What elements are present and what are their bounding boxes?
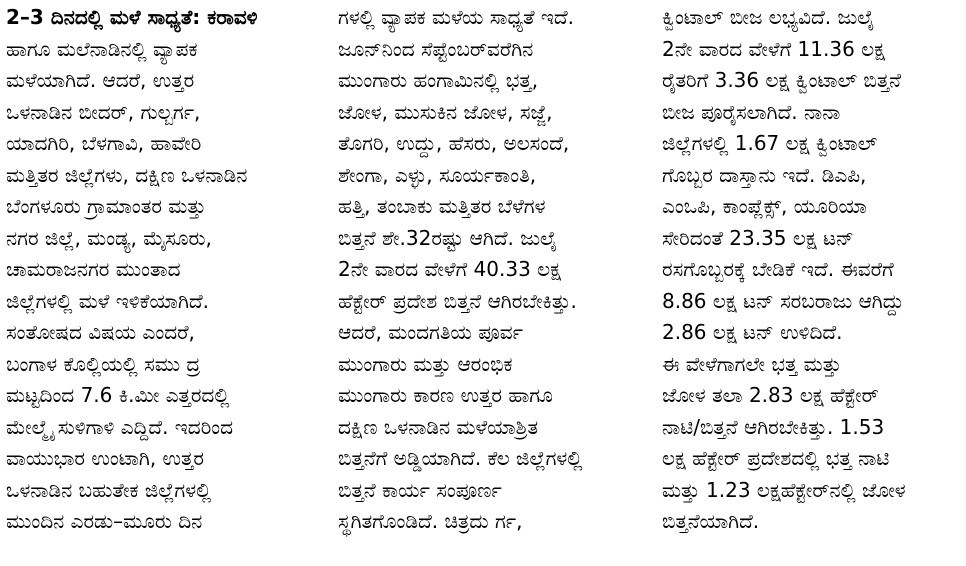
- column-2-line-14: ದಕ್ಷಿಣ ಒಳನಾಡಿನ ಮಳೆಯಾಶ್ರಿತ: [338, 414, 539, 439]
- column-3-line-8: ಸೇರಿದಂತೆ 23.35 ಲಕ್ಷ ಟನ್: [662, 225, 854, 250]
- column-3-line-5: ಜಿಲ್ಲೆಗಳಲ್ಲಿ 1.67 ಲಕ್ಷ ಕ್ವಿಂಟಾಲ್: [662, 131, 878, 155]
- column-1-line-11: ಸಂತೋಷದ ವಿಷಯ ಎಂದರೆ,: [6, 320, 195, 344]
- column-1-line-7: ಬೆಂಗಳೂರು ಗ್ರಾಮಾಂತರ ಮತ್ತು: [6, 194, 206, 218]
- article-column-1: [6, 2, 310, 538]
- article-column-2: [338, 2, 632, 538]
- column-3-line-6: ಗೊಬ್ಬರ ದಾಸ್ತಾನು ಇದೆ. ಡಿಎಪಿ,: [662, 162, 867, 187]
- column-3-line-1: ಕ್ವಿಂಟಾಲ್ ಬೀಜ ಲಭ್ಯವಿದೆ. ಜುಲೈ: [662, 5, 875, 29]
- column-3-line-11: 2.86 ಲಕ್ಷ ಟನ್ ಉಳಿದಿದೆ.: [662, 320, 843, 344]
- column-3-line-13: ಜೋಳ ತಲಾ 2.83 ಲಕ್ಷ ಹೆಕ್ಟೇರ್: [662, 383, 879, 407]
- column-3-line-9: ರಸಗೊಬ್ಬರಕ್ಕೆ ಬೇಡಿಕೆ ಇದೆ. ಈವರೆಗೆ: [662, 257, 894, 281]
- column-2-line-2: ಜೂನ್‌ನಿಂದ ಸೆಪ್ಟೆಂಬರ್‌ವರೆಗಿನ: [338, 36, 534, 61]
- column-1-line-17: ಮುಂದಿನ ಎರಡು–ಮೂರು ದಿನ: [6, 509, 203, 533]
- column-3-line-4: ಬೀಜ ಪೂರೈಸಲಾಗಿದೆ. ನಾನಾ: [662, 99, 841, 124]
- column-2-line-12: ಮುಂಗಾರು ಮತ್ತು ಆರಂಭಿಕ: [338, 351, 513, 376]
- column-3-line-2: 2ನೇ ವಾರದ ವೇಳೆಗೆ 11.36 ಲಕ್ಷ: [662, 36, 885, 61]
- column-3-line-3: ರೈತರಿಗೆ 3.36 ಲಕ್ಷ ಕ್ವಿಂಟಾಲ್ ಬಿತ್ತನೆ: [662, 68, 902, 92]
- column-3-line-12: ಈ ವೇಳೆಗಾಗಲೇ ಭತ್ತ ಮತ್ತು: [662, 351, 842, 376]
- column-2-line-7: ಹತ್ತಿ, ತಂಬಾಕು ಮತ್ತಿತರ ಬೆಳೆಗಳ: [338, 194, 546, 218]
- column-2-line-13: ಮುಂಗಾರು ಕಾರಣ ಉತ್ತರ ಹಾಗೂ: [338, 383, 553, 407]
- column-1-line-9: ಚಾಮರಾಜನಗರ ಮುಂತಾದ: [6, 257, 181, 281]
- column-3-line-16: ಮತ್ತು 1.23 ಲಕ್ಷಹೆಕ್ಟೇರ್‌ನಲ್ಲಿ ಜೋಳ: [662, 477, 906, 502]
- column-1-line-5: ಯಾದಗಿರಿ, ಬೆಳಗಾವಿ, ಹಾವೇರಿ: [6, 131, 202, 155]
- column-3-line-10: 8.86 ಲಕ್ಷ ಟನ್ ಸರಬರಾಜು ಆಗಿದ್ದು: [662, 288, 904, 313]
- column-1-line-16: ಒಳನಾಡಿನ ಬಹುತೇಕ ಜಿಲ್ಲೆಗಳಲ್ಲಿ: [6, 477, 212, 502]
- column-1-line-14: ಮೇಲ್ಮೈ ಸುಳಿಗಾಳಿ ಎದ್ದಿದೆ. ಇದರಿಂದ: [6, 414, 234, 439]
- column-1-line-2: ಹಾಗೂ ಮಲೆನಾಡಿನಲ್ಲಿ ವ್ಯಾಪಕ: [6, 36, 198, 61]
- column-1-line-6: ಮತ್ತಿತರ ಜಿಲ್ಲೆಗಳು, ದಕ್ಷಿಣ ಒಳನಾಡಿನ: [6, 162, 248, 187]
- column-2-line-6: ಶೇಂಗಾ, ಎಳ್ಳು, ಸೂರ್ಯಕಾಂತಿ,: [338, 162, 537, 187]
- column-3-line-14: ನಾಟಿ/ಬಿತ್ತನೆ ಆಗಿರಬೇಕಿತ್ತು. 1.53: [662, 414, 885, 439]
- column-2-line-5: ತೊಗರಿ, ಉದ್ದು, ಹೆಸರು, ಅಲಸಂದೆ,: [338, 131, 570, 155]
- column-2-line-3: ಮುಂಗಾರು ಹಂಗಾಮಿನಲ್ಲಿ ಭತ್ತ,: [338, 68, 539, 92]
- article-column-3: [662, 2, 960, 538]
- column-3-line-17: ಬಿತ್ತನೆಯಾಗಿದೆ.: [662, 509, 760, 533]
- column-1-line-10: ಜಿಲ್ಲೆಗಳಲ್ಲಿ ಮಳೆ ಇಳಿಕೆಯಾಗಿದೆ.: [6, 288, 209, 313]
- column-1-line-12: ಬಂಗಾಳ ಕೊಲ್ಲಿಯಲ್ಲಿ ಸಮು ದ್ರ: [6, 351, 201, 376]
- column-2-line-1: ಗಳಲ್ಲಿ ವ್ಯಾಪಕ ಮಳೆಯ ಸಾಧ್ಯತೆ ಇದೆ.: [338, 5, 575, 29]
- column-3-line-7: ಎಂಒಪಿ, ಕಾಂಪ್ಲೆಕ್ಸ್, ಯೂರಿಯಾ: [662, 194, 867, 218]
- column-3-line-15: ಲಕ್ಷ ಹೆಕ್ಟೇರ್ ಪ್ರದೇಶದಲ್ಲಿ ಭತ್ತ ನಾಟಿ: [662, 446, 890, 470]
- column-2-line-8: ಬಿತ್ತನೆ ಶೇ.32ರಷ್ಟು ಆಗಿದೆ. ಜುಲೈ: [338, 225, 558, 250]
- column-1-line-15: ವಾಯುಭಾರ ಉಂಟಾಗಿ, ಉತ್ತರ: [6, 446, 204, 470]
- column-1-line-8: ನಗರ ಜಿಲ್ಲೆ, ಮಂಡ್ಯ, ಮೈಸೂರು,: [6, 225, 212, 250]
- column-1-line-13: ಮಟ್ಟದಿಂದ 7.6 ಕಿ.ಮೀ ಎತ್ತರದಲ್ಲಿ: [6, 383, 230, 407]
- column-2-line-10: ಹೆಕ್ಟೇರ್ ಪ್ರದೇಶ ಬಿತ್ತನೆ ಆಗಿರಬೇಕಿತ್ತು.: [338, 288, 577, 313]
- column-2-line-4: ಜೋಳ, ಮುಸುಕಿನ ಜೋಳ, ಸಜ್ಜೆ,: [338, 99, 553, 124]
- column-2-line-15: ಬಿತ್ತನೆಗೆ ಅಡ್ಡಿಯಾಗಿದೆ. ಕೆಲ ಜಿಲ್ಲೆಗಳಲ್ಲಿ: [338, 446, 583, 470]
- column-2-line-11: ಆದರೆ, ಮಂದಗತಿಯ ಪೂರ್ವ: [338, 320, 523, 344]
- column-2-line-16: ಬಿತ್ತನೆ ಕಾರ್ಯ ಸಂಪೂರ್ಣ: [338, 477, 502, 502]
- column-2-line-17: ಸ್ಥಗಿತಗೊಂಡಿದೆ. ಚಿತ್ರದು ರ್ಗ,: [338, 509, 523, 533]
- column-1-line-3: ಮಳೆಯಾಗಿದೆ. ಆದರೆ, ಉತ್ತರ: [6, 68, 195, 92]
- column-1-line-1: 2–3 ದಿನದಲ್ಲಿ ಮಳೆ ಸಾಧ್ಯತೆ: ಕರಾವಳಿ: [6, 5, 258, 29]
- column-2-line-9: 2ನೇ ವಾರದ ವೇಳೆಗೆ 40.33 ಲಕ್ಷ: [338, 257, 561, 281]
- column-1-line-4: ಒಳನಾಡಿನ ಬೀದರ್, ಗುಲ್ಬರ್ಗ,: [6, 99, 201, 124]
